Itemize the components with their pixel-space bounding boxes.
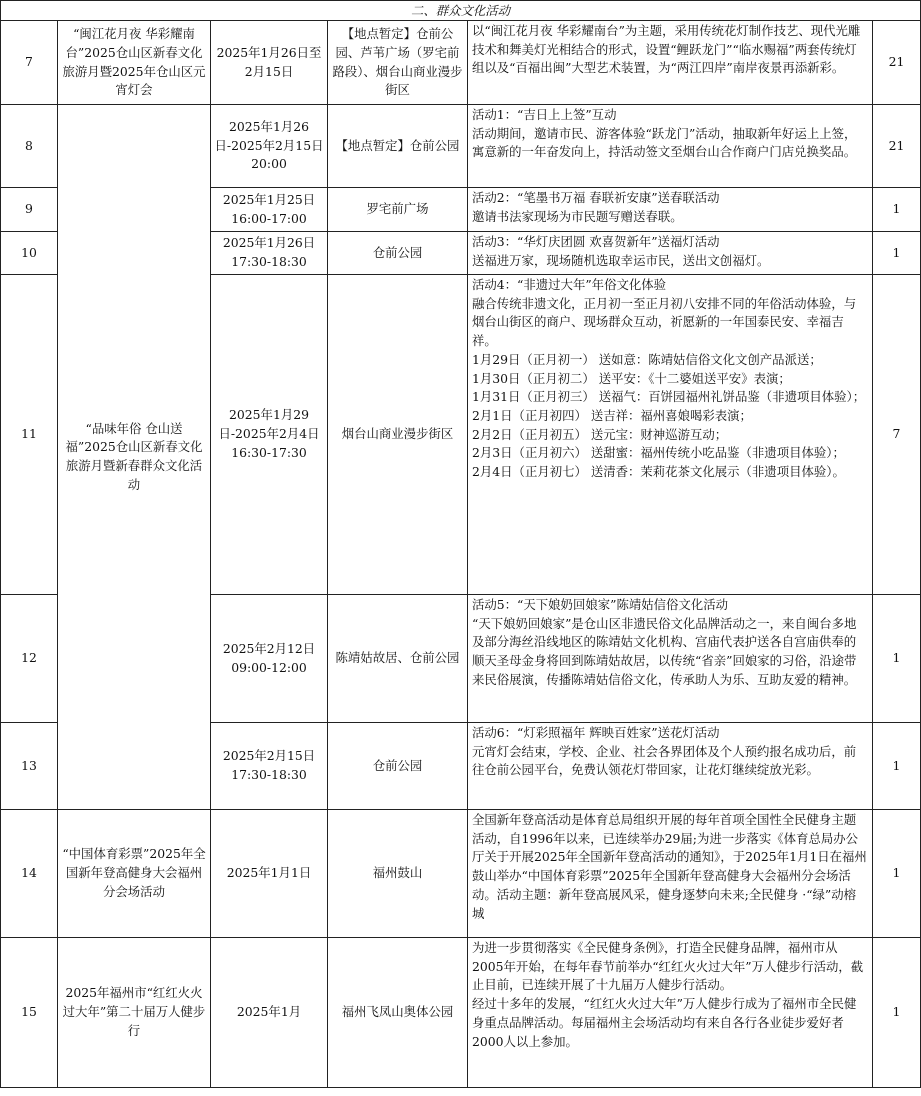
row-number: 13 xyxy=(1,723,58,810)
description-line: 1月29日（正月初一） 送如意：陈靖姑信俗文化文创产品派送； xyxy=(472,351,822,367)
row-number: 11 xyxy=(1,275,58,595)
description-line: 经过十多年的发展，“红红火火过大年”万人健步行成为了福州市全民健身重点品牌活动。每届福州主会场活动均有来自各行各业徒步爱好者2000人以上参加。 xyxy=(472,996,857,1049)
section-title: 二、群众文化活动 xyxy=(1,1,921,21)
activity-description xyxy=(468,105,873,188)
row-number: 8 xyxy=(1,105,58,188)
description-line: 活动2：“笔墨书万福 春联祈安康”送春联活动 xyxy=(472,190,720,205)
description-line: 1月31日（正月初三） 送福气：百饼园福州礼饼品鉴（非遗项目体验）； xyxy=(472,389,866,405)
section-header-row xyxy=(1,1,921,21)
description-line: 活动期间，邀请市民、游客体验“跃龙门”活动，抽取新年好运上上签，寓意新的一年奋发向上，持活动签文至烟台山合作商户门店兑换奖品。 xyxy=(472,125,857,160)
description-line: 2月3日（正月初六） 送甜蜜：福州传统小吃品鉴（非遗项目体验）； xyxy=(472,445,845,461)
activity-time: 2025年1月29日-2025年2月4日 16:30-17:30 xyxy=(211,275,328,595)
activity-description xyxy=(468,595,873,723)
activity-place: 【地点暂定】仓前公园、芦苇广场（罗宅前路段）、烟台山商业漫步街区 xyxy=(328,21,468,105)
activity-place: 【地点暂定】仓前公园 xyxy=(328,105,468,188)
activity-count: 21 xyxy=(873,21,921,105)
activity-time: 2025年1月1日 xyxy=(211,810,328,938)
activity-count: 1 xyxy=(873,938,921,1088)
activity-description xyxy=(468,723,873,810)
activity-name: “品味年俗 仓山送福”2025仓山区新春文化旅游月暨新春群众文化活动 xyxy=(58,105,211,810)
activity-count: 1 xyxy=(873,810,921,938)
description-line: 活动5：“天下娘奶回娘家”陈靖姑信俗文化活动 xyxy=(472,597,728,612)
activity-count: 21 xyxy=(873,105,921,188)
row-number: 7 xyxy=(1,21,58,105)
description-line: “天下娘奶回娘家”是仓山区非遗民俗文化品牌活动之一，来自闽台多地及部分海丝沿线地区的陈靖姑文化机构、宫庙代表护送各自宫庙供奉的顺天圣母金身将回到陈靖姑故居，以传统“省亲”回娘家的习俗，沿途带来民俗展演，传播陈靖姑信俗文化，传承助人为乐、互助友爱的精神。 xyxy=(472,615,857,687)
activity-time: 2025年1月26日 17:30-18:30 xyxy=(211,232,328,275)
activity-place: 仓前公园 xyxy=(328,232,468,275)
activity-name: “中国体育彩票”2025年全国新年登高健身大会福州分会场活动 xyxy=(58,810,211,938)
table-row xyxy=(1,21,921,105)
activity-description xyxy=(468,21,873,105)
activity-description xyxy=(468,275,873,595)
description-line: 元宵灯会结束，学校、企业、社会各界团体及个人预约报名成功后，前往仓前公园平台，免费认领花灯带回家，让花灯继续绽放光彩。 xyxy=(472,743,857,778)
description-line: 活动3：“华灯庆团圆 欢喜贺新年”送福灯活动 xyxy=(472,234,720,249)
activity-time: 2025年2月12日 09:00-12:00 xyxy=(211,595,328,723)
description-line: 邀请书法家现场为市民题写赠送春联。 xyxy=(472,208,683,224)
table-row xyxy=(1,810,921,938)
row-number: 10 xyxy=(1,232,58,275)
description-line: 融合传统非遗文化，正月初一至正月初八安排不同的年俗活动体验，与烟台山街区的商户、现场群众互动，祈愿新的一年国泰民安、幸福吉祥。 xyxy=(472,295,857,349)
description-line: 以“闽江花月夜 华彩耀南台”为主题，采用传统花灯制作技艺、现代光雕技术和舞美灯光相结合的形式，设置“鲤跃龙门”“临水赐福”两套传统灯组以及“百福出闽”大型艺术装置，为“两江四岸”南岸夜景再添新彩。 xyxy=(472,23,861,76)
table-row xyxy=(1,938,921,1088)
activity-time: 2025年1月 xyxy=(211,938,328,1088)
activity-time: 2025年2月15日 17:30-18:30 xyxy=(211,723,328,810)
activity-place: 福州飞凤山奥体公园 xyxy=(328,938,468,1088)
table-row xyxy=(1,105,921,188)
activity-description xyxy=(468,188,873,232)
row-number: 12 xyxy=(1,595,58,723)
activity-description xyxy=(468,810,873,938)
activity-count: 1 xyxy=(873,232,921,275)
description-line: 1月30日（正月初二） 送平安：《十二婆姐送平安》表演； xyxy=(472,370,791,386)
activity-place: 福州鼓山 xyxy=(328,810,468,938)
activity-description xyxy=(468,938,873,1088)
row-number: 14 xyxy=(1,810,58,938)
description-line: 活动4：“非遗过大年”年俗文化体验 xyxy=(472,277,667,292)
activity-count: 1 xyxy=(873,595,921,723)
description-line: 活动6：“灯彩照福年 辉映百姓家”送花灯活动 xyxy=(472,725,720,740)
description-line: 送福进万家，现场随机选取幸运市民，送出文创福灯。 xyxy=(472,252,770,268)
row-number: 9 xyxy=(1,188,58,232)
row-number: 15 xyxy=(1,938,58,1088)
activity-name: 2025年福州市“红红火火过大年”第二十届万人健步行 xyxy=(58,938,211,1088)
activity-place: 烟台山商业漫步街区 xyxy=(328,275,468,595)
activity-time: 2025年1月26日-2025年2月15日 20:00 xyxy=(211,105,328,188)
description-line: 2月1日（正月初四） 送吉祥：福州喜娘喝彩表演； xyxy=(472,407,752,423)
activity-time: 2025年1月26日至2月15日 xyxy=(211,21,328,105)
description-line: 2月4日（正月初七） 送清香：茉莉花茶文化展示（非遗项目体验）。 xyxy=(472,464,845,480)
activity-place: 仓前公园 xyxy=(328,723,468,810)
activity-count: 1 xyxy=(873,723,921,810)
activity-time: 2025年1月25日 16:00-17:00 xyxy=(211,188,328,232)
activity-name: “闽江花月夜 华彩耀南台”2025仓山区新春文化旅游月暨2025年仓山区元宵灯会 xyxy=(58,21,211,105)
activity-description xyxy=(468,232,873,275)
activity-count: 1 xyxy=(873,188,921,232)
activity-place: 罗宅前广场 xyxy=(328,188,468,232)
activity-count: 7 xyxy=(873,275,921,595)
description-line: 全国新年登高活动是体育总局组织开展的每年首项全国性全民健身主题活动，自1996年以来，已连续举办29届;为进一步落实《体育总局办公厅关于开展2025年全国新年登高活动的通知》，于2025年1月1日在福州鼓山举办“中国体育彩票”2025年全国新年登高健身大会福州分会场活动。活动主题：新年登高展风采，健身逐梦向未来;全民健身 ·“绿”动榕城 xyxy=(472,812,867,921)
activity-place: 陈靖姑故居、仓前公园 xyxy=(328,595,468,723)
description-line: 活动1：“吉日上上签”互动 xyxy=(472,107,617,122)
description-line: 为进一步贯彻落实《全民健身条例》，打造全民健身品牌，福州市从2005年开始，在每年春节前举办“红红火火过大年”万人健步行活动，截止目前，已连续开展了十九届万人健步行活动。 xyxy=(472,940,864,993)
description-line: 2月2日（正月初五） 送元宝：财神巡游互动； xyxy=(472,426,728,442)
